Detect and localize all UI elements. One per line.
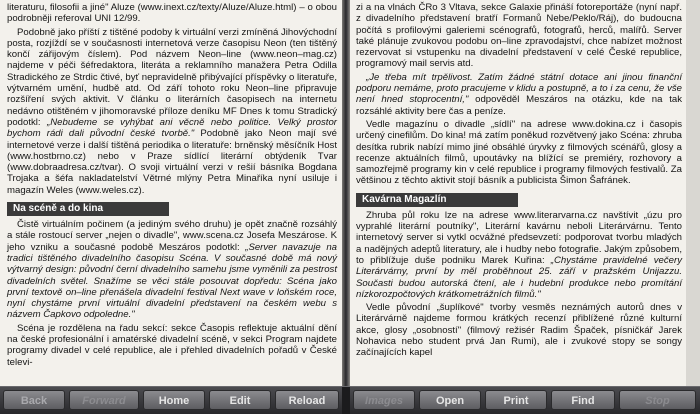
quote: „Server navazuje na tradici tištěného divadelního časopisu Scéna. V současné době má nový výtvarný design: původní černí divadelního samehu jsme vyměnili za pestrost divadelních světel. Snažíme se věci stále posouvat dopředu: Scéna jako první textově on–line přenášela divadelní festival Next wave v loňském roce, nyní chystáme první virtuální divadelní představení na českém webu s názvem Čapkovo odpoledne." bbox=[7, 241, 338, 321]
paragraph-text: odpověděl Meszáros na otázku, kde na tak rozsáhlé aktivity bere čas a peníze. bbox=[356, 94, 682, 117]
browser-toolbar bbox=[0, 386, 700, 414]
quote: „Chystáme pravidelné večery Literárvárny, první by měl proběhnout 25. září v pražském Unijazzu. Současti budou autorská čtení, ale i hudební produkce nebo promítání nízkorozpočtových krátkometrážních filmů." bbox=[356, 254, 682, 300]
reload-button[interactable]: Reload bbox=[275, 390, 339, 410]
forward-button[interactable]: Forward bbox=[69, 390, 139, 410]
paragraph: Vedle magazínu o divadle „sídlí" na adrese www.dokina.cz i časopis určený cinefilům. Do kina! má zatím poněkud rozvětvený jako Scéna: zhruba desítka rubrik nabízí mimo jiné obsáhlé úryvky z filmových scénářů, glosy a recenze aktuálních filmů, upoutávky na blížící se premiéry, rozhovory a samozřejmě programy kin v celé republice i programy filmových festivalů. Za většinou z těchto aktivit stojí básník a publicista Šimon Šafránek. bbox=[356, 118, 682, 187]
edit-button[interactable]: Edit bbox=[209, 390, 271, 410]
left-page bbox=[0, 0, 342, 386]
quote: „Nebudeme se vyhýbat ani věcně nebo politice. Velký prostor bychom rádi dali původní české tvorbě." bbox=[7, 116, 337, 140]
home-button[interactable]: Home bbox=[143, 390, 205, 410]
paragraph bbox=[356, 72, 682, 117]
toolbar-divider bbox=[342, 387, 350, 414]
paragraph: zi a na vlnách ČRo 3 Vltava, sekce Galaxie přináší fotoreportáže (nyní např. z divadelního představení bratří Formanů Nebe/Peklo/Ráj), do budoucna počítá s profilovými galeriemi scénografů, fotografů, herců, malířů. Server také plánuje zvukovou podobu on–line zpravodajství, chce nabízet možnost rezervovat si vstupenku na divadelní představení v celé České republice, programový mail servis atd. bbox=[356, 2, 682, 70]
quote: „Je třeba mít trpělivost. Zatím žádné státní dotace ani jinou finanční podporu nemáme, proto pracujeme v klidu a postupně, a to i za cenu, že vše není hned stoprocentní," bbox=[356, 71, 682, 106]
stop-button[interactable]: Stop bbox=[619, 390, 696, 410]
paragraph: literaturu, filosofii a jiné" Aluze (www.inext.cz/texty/Aluze/Aluze.html) – o obou podrobněji referoval UNI 12/99. bbox=[7, 2, 337, 25]
paragraph-text: Zhruba půl roku lze na adrese www.literarvarna.cz navštívit „úzu pro vyprahlé literární poutníky", Literární kavárnu neboli Literárvárnu. Tento internetový server si vytkl ocvážné předsevzetí: podporovat tvorbu mladých a nadějných adeptů literatury, ale i hudby nebo fotografie. Jakým způsobem, to přiblížuje duše podniku Marek Kuřina: bbox=[356, 209, 682, 266]
page-gutter bbox=[342, 0, 350, 386]
paragraph: Vedle původní „šuplíkové" tvorby vesměs neznámých autorů dnes v Literárvárně najdeme formou krátkých recenzí přiblížené různé kulturní akce, glosy „osobností" (filmový režisér Radim Špaček, písničkář Jarek Nohavica nebo student prvá Jan Rumi), ale i zvukové stopy se songy začínajících kapel bbox=[356, 302, 682, 359]
paragraph bbox=[7, 219, 337, 321]
right-page bbox=[350, 0, 686, 386]
section-heading: Na scéně a do kina bbox=[7, 202, 169, 216]
paragraph-text: Podobně jako příští z tištěné podoby k virtuální verzi zmíněná Jihovýchodní posta, rozjíždí se v současnosti internetová verze časopisu Neon (ten tištěný končí zářijovým číslem). Pod názvem Neon–line (www.neon–mag.cz) najdeme v péči šéfredaktora, literáta a reklamního manažera Petra Odilla Stradického ze Strdic čtivé, byť nepravidelně přibývající příspěvky o literatuře, výtvarném umění, hudbě atd. Od září tohoto roku Neon–line připravuje rozšíření svých aktivit. V článku o literárních časopisech na internetu nedávno otištěném v jihomoravské příloze deníku MF Dnes k tomu Stradický podotkl: bbox=[7, 26, 337, 128]
back-button[interactable]: Back bbox=[3, 390, 65, 410]
paragraph bbox=[7, 27, 337, 196]
section-heading: Kavárna Magazlín bbox=[356, 193, 518, 207]
paragraph bbox=[356, 210, 682, 300]
find-button[interactable]: Find bbox=[551, 390, 615, 410]
paragraph: Scéna je rozdělena na řadu sekcí: sekce Časopis reflektuje aktuální dění na české profesionální i amatérské divadelní scéně, v sekci Program najdete programy divadel v celé republice, ale i přehled divadelních pořadů v České televi- bbox=[7, 322, 337, 368]
print-button[interactable]: Print bbox=[485, 390, 547, 410]
images-button[interactable]: Images bbox=[353, 390, 415, 410]
page-edge bbox=[686, 0, 700, 386]
paragraph-text: Čistě virtuálním počinem (a jediným svého druhu) je opět značně rozsáhlý a stále rostoucí server „nejen o divadle", www.scena.cz Josefa Meszárose. K jeho vzniku a současné podobě Meszáros podotkl: bbox=[7, 219, 337, 253]
open-button[interactable]: Open bbox=[419, 390, 481, 410]
paragraph-text: Podobně jako Neon mají své internetové verze i další tištěná periodika o literatuře: brněnský měsíčník Host (www.hostbrno.cz) nebo v Praze sídlící literární obtýdeník Tvar (www.dobraadresa.cz/tvar). O svoji virtuální verzi v rešií básníka Bogdana Trojaka a šéfa nakladatelství Větrné mlýny Petra Minaříka nyní usiluje i magazín Weles (www.weles.cz). bbox=[7, 128, 337, 196]
